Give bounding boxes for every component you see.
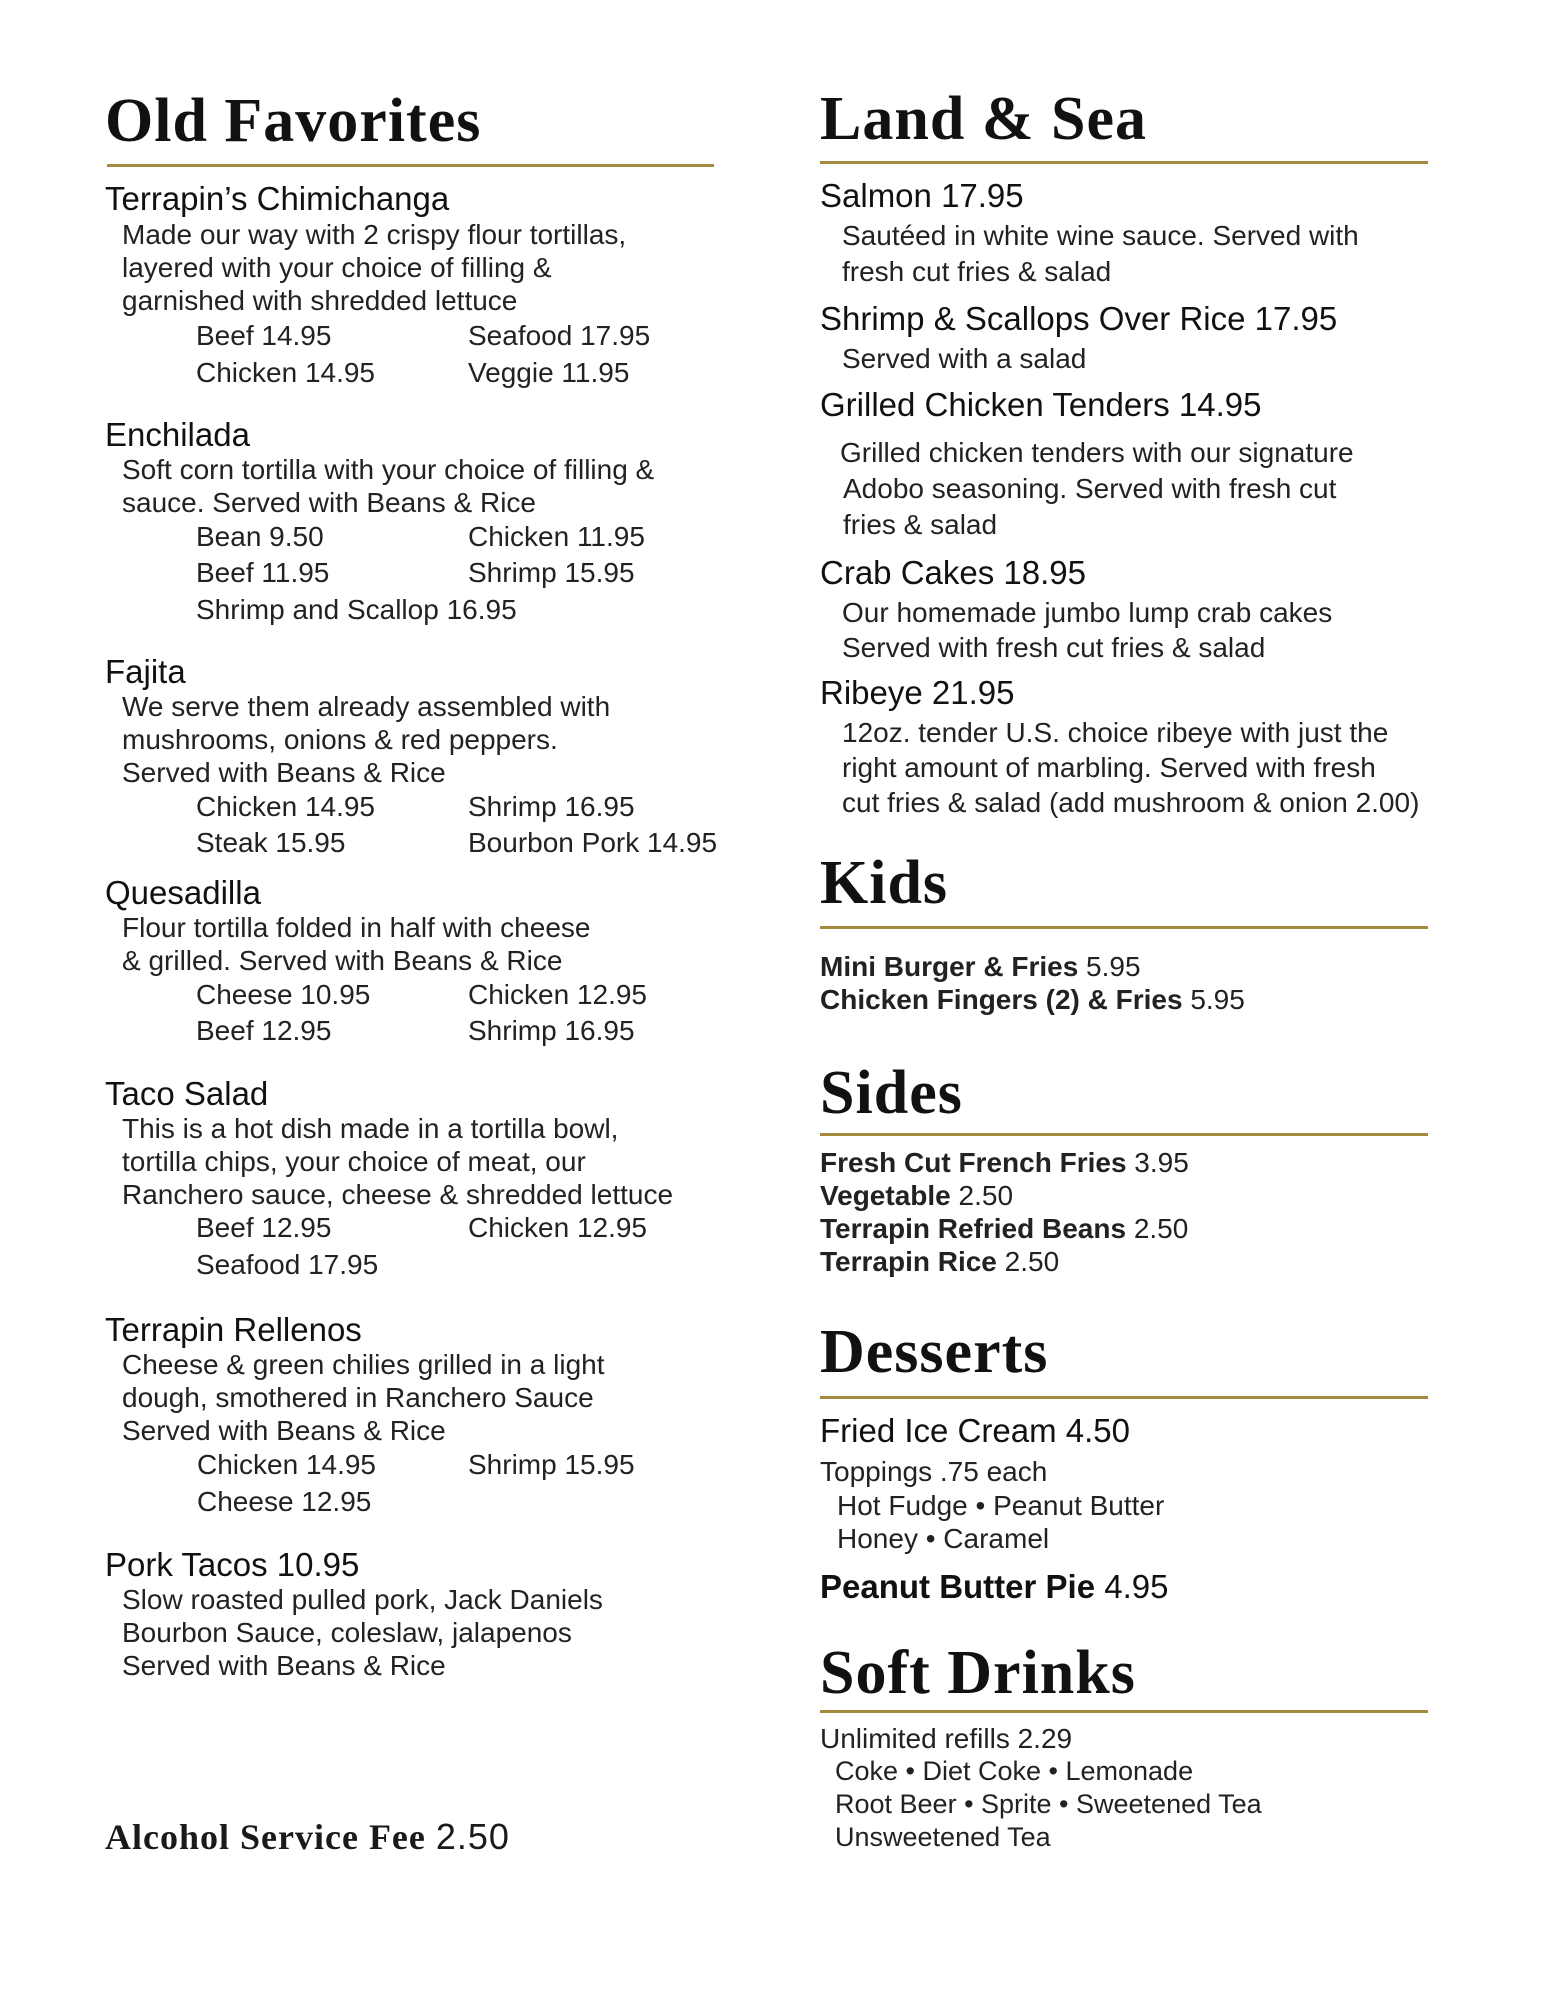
section-divider [820,1133,1428,1136]
list-item: Vegetable 2.50 [820,1180,1014,1211]
item-title: Quesadilla [105,874,261,911]
option-price: Bourbon Pork 14.95 [468,827,718,858]
option-price: Cheese 10.95 [196,979,371,1010]
option-price: Seafood 17.95 [468,320,651,351]
item-description: 12oz. tender U.S. choice ribeye with just the right amount of marbling. Served with fresh cut fries & salad (add mushroom & onion 2.00) [842,717,1420,818]
option-price: Steak 15.95 [196,827,346,858]
peanut-butter-pie-title: Peanut Butter Pie 4.95 [820,1568,1169,1605]
item-title: Taco Salad [105,1075,269,1112]
list-item: Terrapin Refried Beans 2.50 [820,1213,1189,1244]
option-price: Shrimp 16.95 [468,1015,635,1046]
option-price: Beef 14.95 [196,320,332,351]
item-description: Flour tortilla folded in half with cheese & grilled. Served with Beans & Rice [122,912,591,976]
item-title: Salmon 17.95 [820,177,1024,214]
item-description: Cheese & green chilies grilled in a light dough, smothered in Ranchero Sauce Served with Beans & Rice [122,1349,605,1446]
item-title: Crab Cakes 18.95 [820,554,1086,591]
item-title: Grilled Chicken Tenders 14.95 [820,386,1262,423]
option-price: Seafood 17.95 [196,1249,379,1280]
item-description: Soft corn tortilla with your choice of filling & sauce. Served with Beans & Rice [122,454,655,518]
section-divider [820,161,1428,164]
option-price: Shrimp and Scallop 16.95 [196,594,517,625]
item-price: 17.95 [941,177,1024,214]
option-price: Beef 11.95 [196,557,330,588]
section-divider [820,1710,1428,1713]
item-title: Fajita [105,653,186,690]
item-title: Ribeye 21.95 [820,674,1015,711]
toppings-text: Toppings .75 each [820,1456,1048,1487]
section-divider [820,1396,1428,1399]
old-favorites-heading: Old Favorites [105,87,482,155]
list-item: Chicken Fingers (2) & Fries 5.95 [820,984,1245,1015]
option-price: Chicken 14.95 [196,357,376,388]
option-price: Cheese 12.95 [197,1486,372,1517]
item-description: We serve them already assembled with mushrooms, onions & red peppers. Served with Beans & Rice [122,691,611,788]
option-price: Bean 9.50 [196,521,324,552]
option-price: Veggie 11.95 [468,357,630,388]
option-price: Beef 12.95 [196,1015,332,1046]
toppings-list: Hot Fudge • Peanut Butter Honey • Caramel [837,1490,1165,1554]
item-description: Sautéed in white wine sauce. Served with fresh cut fries & salad [842,220,1359,287]
option-price: Chicken 14.95 [196,791,376,822]
sides-list [820,1146,1189,1278]
option-price: Shrimp 15.95 [468,1449,635,1480]
drinks-list: Coke • Diet Coke • Lemonade Root Beer • Sprite • Sweetened Tea Unsweetened Tea [835,1756,1262,1852]
option-price: Chicken 12.95 [468,1212,648,1243]
fried-ice-cream-title: Fried Ice Cream 4.50 [820,1412,1130,1449]
option-price: Chicken 11.95 [468,521,645,552]
alcohol-service-fee: Alcohol Service Fee 2.50 [105,1816,510,1857]
option-price: Shrimp 16.95 [468,791,635,822]
item-price: 4.50 [1065,1412,1130,1449]
section-divider [107,164,714,167]
option-price: Beef 12.95 [196,1212,332,1243]
sides-heading: Sides [820,1059,963,1127]
option-price: Shrimp 15.95 [468,557,635,588]
kids-list [820,950,1245,1016]
alcohol-fee-price: 2.50 [435,1816,510,1857]
soft-drinks-heading: Soft Drinks [820,1639,1136,1707]
item-description: Grilled chicken tenders with our signature Adobo seasoning. Served with fresh cut fries & salad [840,437,1354,540]
desserts-heading: Desserts [820,1318,1049,1386]
list-item: Fresh Cut French Fries 3.95 [820,1147,1189,1178]
option-price: Chicken 12.95 [468,979,648,1010]
item-price: 17.95 [1254,300,1338,337]
item-description: Slow roasted pulled pork, Jack Daniels Bourbon Sauce, coleslaw, jalapenos Served with Beans & Rice [122,1584,603,1681]
kids-heading: Kids [820,849,949,917]
item-title: Pork Tacos 10.95 [105,1546,360,1583]
item-title: Terrapin’s Chimichanga [105,180,450,217]
item-title: Enchilada [105,416,250,453]
item-price: 4.95 [1104,1568,1169,1605]
option-price: Chicken 14.95 [197,1449,377,1480]
item-title: Shrimp & Scallops Over Rice 17.95 [820,300,1338,337]
item-description: Served with a salad [842,343,1087,374]
list-item: Mini Burger & Fries 5.95 [820,951,1141,982]
item-description: This is a hot dish made in a tortilla bowl, tortilla chips, your choice of meat, our Ranchero sauce, cheese & shredded lettuce [122,1113,674,1210]
land-sea-heading: Land & Sea [820,85,1147,153]
item-title: Terrapin Rellenos [105,1311,362,1348]
item-description: Made our way with 2 crispy flour tortillas, layered with your choice of filling & garnished with shredded lettuce [122,219,627,316]
item-description: Our homemade jumbo lump crab cakes Served with fresh cut fries & salad [842,597,1333,663]
list-item: Terrapin Rice 2.50 [820,1246,1060,1277]
refills-text: Unlimited refills 2.29 [820,1723,1073,1754]
section-divider [820,926,1428,929]
